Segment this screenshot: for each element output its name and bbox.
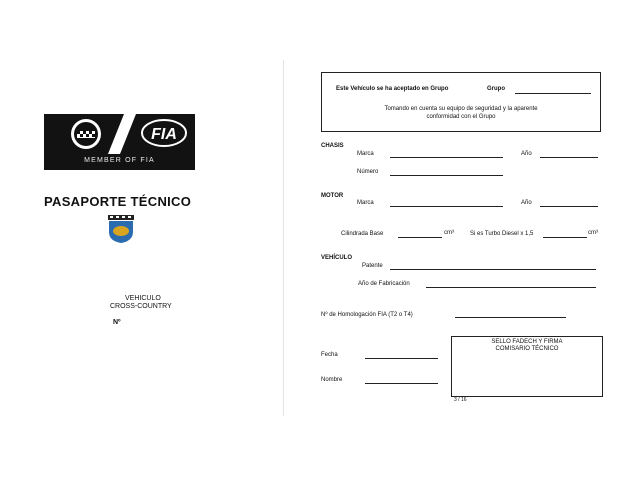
vehicle-type-line1: VEHICULO [125, 295, 161, 302]
note-line-1: Tomando en cuenta su equipo de seguridad y la aparente [384, 106, 538, 112]
chasis-title: CHASIS [321, 143, 344, 149]
group-field[interactable] [515, 93, 591, 94]
chasis-numero-field[interactable] [390, 175, 503, 176]
patente-field[interactable] [390, 269, 596, 270]
page-title: PASAPORTE TÉCNICO [44, 194, 192, 209]
ano-fabricacion-label: Año de Fabricación [358, 281, 410, 287]
motor-marca-label: Marca [357, 200, 374, 206]
page-number: 3 / 16 [454, 397, 467, 403]
vehiculo-title: VEHÍCULO [321, 255, 353, 261]
sello-line-1: SELLO FADECH Y FIRMA [491, 339, 563, 345]
chasis-ano-label: Año [521, 151, 532, 157]
sello-line-2: COMISARIO TÉCNICO [495, 346, 559, 352]
fecha-label: Fecha [321, 352, 338, 358]
turbo-field[interactable] [543, 237, 587, 238]
fia-emblem-icon [71, 119, 101, 149]
motor-marca-field[interactable] [390, 206, 503, 207]
cilindrada-field[interactable] [398, 237, 442, 238]
motor-ano-label: Año [521, 200, 532, 206]
group-acceptance-box [321, 72, 601, 132]
passport-number-label: Nº [113, 319, 121, 326]
turbo-unit: cm³ [588, 230, 598, 236]
fia-member-logo [44, 114, 195, 170]
member-of-fia-text: MEMBER OF FIA [84, 157, 155, 164]
fia-wordmark-icon [142, 120, 186, 146]
chasis-marca-label: Marca [357, 151, 374, 157]
vehicle-type-line2: CROSS-COUNTRY [110, 303, 172, 310]
chasis-marca-field[interactable] [390, 157, 503, 158]
nombre-label: Nombre [321, 377, 343, 383]
homologacion-field[interactable] [455, 317, 566, 318]
ano-fabricacion-field[interactable] [426, 287, 596, 288]
note-line-2: conformidad con el Grupo [426, 114, 496, 120]
chasis-ano-field[interactable] [540, 157, 598, 158]
group-label: Grupo [487, 86, 505, 92]
nombre-field[interactable] [365, 383, 438, 384]
fadech-emblem-icon [107, 214, 135, 244]
patente-label: Patente [362, 263, 383, 269]
motor-ano-field[interactable] [540, 206, 598, 207]
fecha-field[interactable] [365, 358, 438, 359]
cilindrada-label: Cilindrada Base [341, 231, 384, 237]
motor-title: MOTOR [321, 193, 344, 199]
turbo-label: Si es Turbo Diesel x 1,5 [470, 231, 534, 237]
chasis-numero-label: Número [357, 169, 379, 175]
cilindrada-unit: cm³ [444, 230, 454, 236]
accepted-text: Este Vehículo se ha aceptado en Grupo [336, 86, 449, 92]
homologacion-label: Nº de Homologación FIA (T2 o T4) [321, 312, 413, 318]
svg-text:FIA: FIA [151, 126, 177, 143]
